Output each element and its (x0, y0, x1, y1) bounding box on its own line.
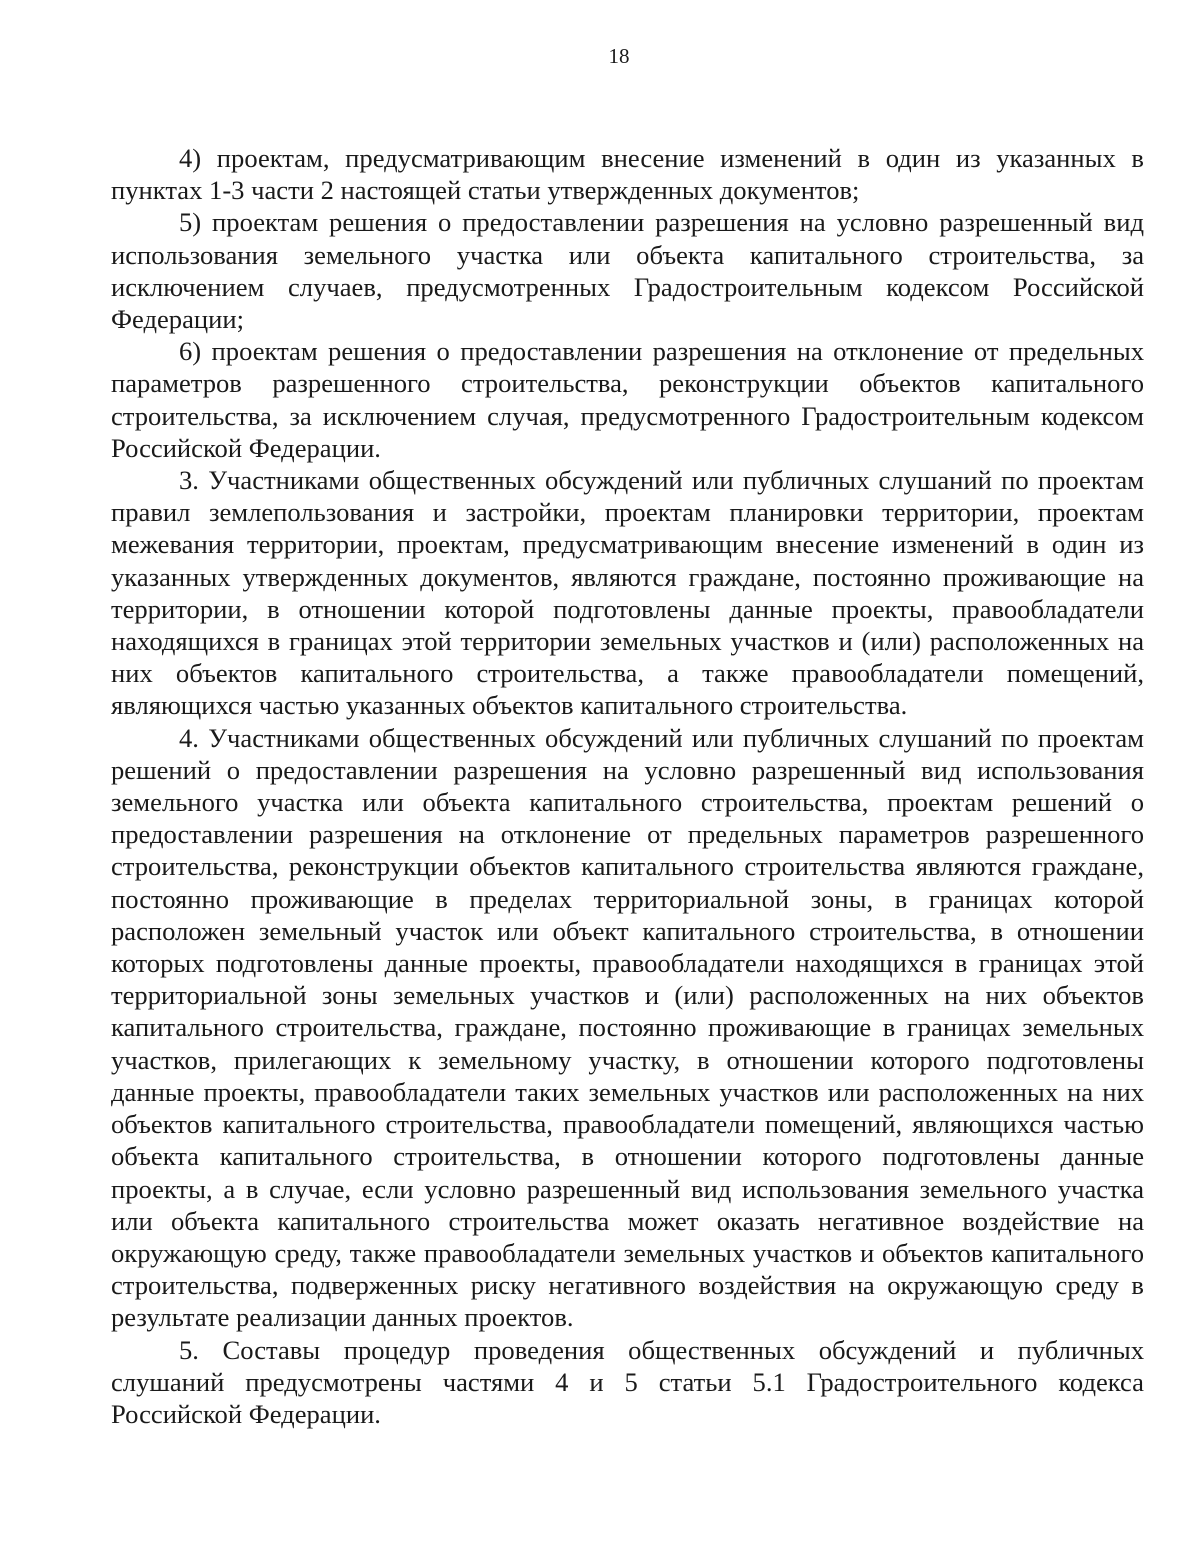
paragraph-item-6-deviation: 6) проектам решения о предоставлении разрешения на отклонение от предельных параметров разрешенного строительства, реконструкции объектов капитального строительства, за исключением случая, предусмотренного Градостроительным кодексом Российской Федерации. (111, 336, 1144, 463)
paragraph-item-4-projects-amendments: 4) проектам, предусматривающим внесение изменений в один из указанных в пунктах 1-3 части 2 настоящей статьи утвержденных документов; (111, 143, 1144, 206)
paragraph-item-5-conditional-use: 5) проектам решения о предоставлении разрешения на условно разрешенный вид использования земельного участка или объекта капитального строительства, за исключением случаев, предусмотренных Градостроительным кодексом Российской Федерации; (111, 207, 1144, 335)
paragraph-part-3-participants: 3. Участниками общественных обсуждений или публичных слушаний по проектам правил землепользования и застройки, проектам планировки территории, проектам межевания территории, проектам, предусматривающим внесение изменений в один из указанных утвержденных документов, являются граждане, постоянно проживающие на территории, в отношении которой подготовлены данные проекты, правообладатели находящихся в границах этой территории земельных участков и (или) расположенных на них объектов капитального строительства, а также правообладатели помещений, являющихся частью указанных объектов капитального строительства. (111, 465, 1144, 721)
document-body (111, 142, 1144, 1430)
page-number: 18 (608, 44, 630, 68)
paragraph-part-5-procedures: 5. Составы процедур проведения общественных обсуждений и публичных слушаний предусмотрены частями 4 и 5 статьи 5.1 Градостроительного кодекса Российской Федерации. (111, 1334, 1144, 1429)
paragraph-part-4-participants: 4. Участниками общественных обсуждений или публичных слушаний по проектам решений о предоставлении разрешения на условно разрешенный вид использования земельного участка или объекта капитального строительства, проектам решений о предоставлении разрешения на отклонение от предельных параметров разрешенного строительства, реконструкции объектов капитального строительства являются граждане, постоянно проживающие в пределах территориальной зоны, в границах которой расположен земельный участок или объект капитального строительства, в отношении которых подготовлены данные проекты, правообладатели находящихся в границах этой территориальной зоны земельных участков и (или) расположенных на них объектов капитального строительства, граждане, постоянно проживающие в границах земельных участков, прилегающих к земельному участку, в отношении которого подготовлены данные проекты, правообладатели таких земельных участков или расположенных на них объектов капитального строительства, правообладатели помещений, являющихся частью объекта капитального строительства, в отношении которого подготовлены данные проекты, а в случае, если условно разрешенный вид использования земельного участка или объекта капитального строительства может оказать негативное воздействие на окружающую среду, также правообладатели земельных участков и объектов капитального строительства, подверженных риску негативного воздействия на окружающую среду в результате реализации данных проектов. (111, 722, 1144, 1333)
